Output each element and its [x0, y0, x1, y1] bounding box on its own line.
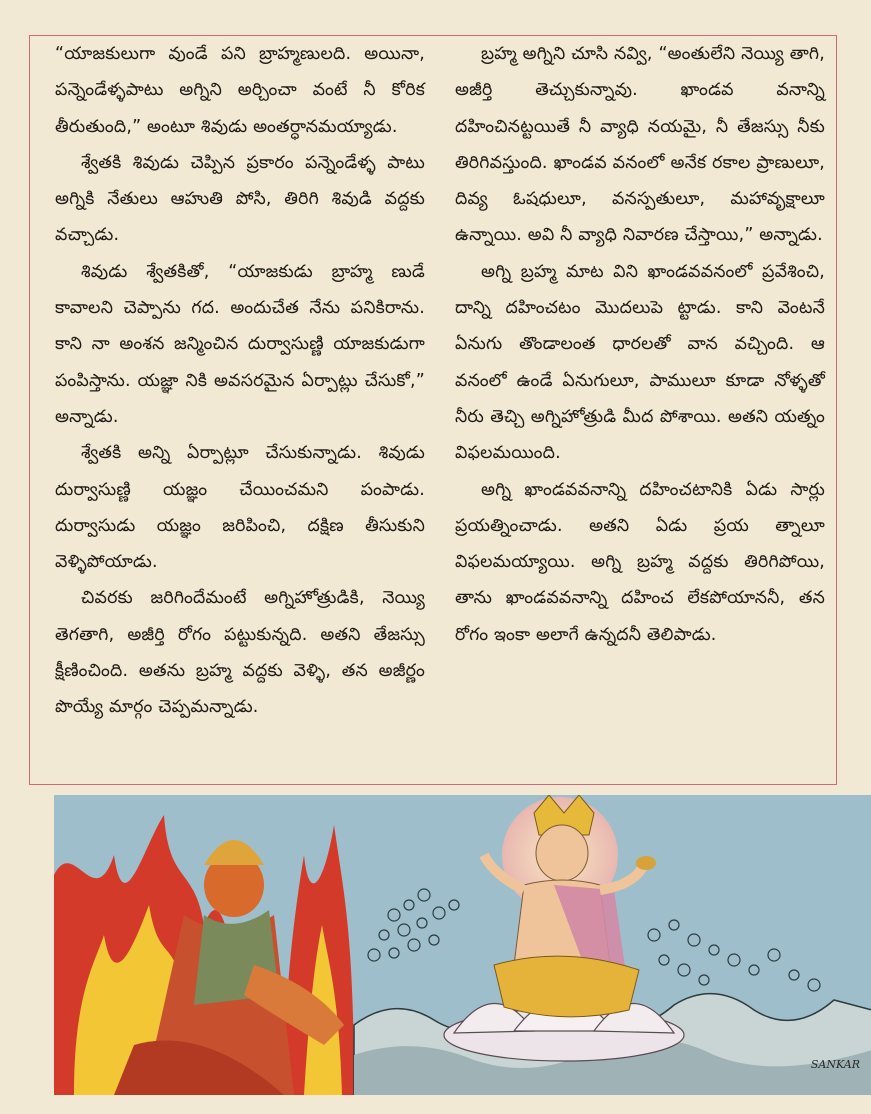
left-column-paragraph: శివుడు శ్వేతకితో, “యాజకుడు బ్రాహ్మ ణుడే కావాలని చెప్పాను గద. అందుచేత నేను పనికిరాను. కాని నా అంశన జన్మించిన దుర్వాసుణ్ణి యాజకుడుగా పంపిస్తాను. యజ్ఞా నికి అవసరమైన ఏర్పాట్లు చేసుకో,” అన్నాడు. [55, 261, 425, 427]
right-text-column [455, 36, 825, 653]
left-column-paragraph: శ్వేతకి అన్ని ఏర్పాట్లూ చేసుకున్నాడు. శివుడు దుర్వాసుణ్ణి యజ్ఞం చేయించమని పంపాడు. దుర్వాసుడు యజ్ఞం జరిపించి, దక్షిణ తీసుకుని వెళ్ళిపోయాడు. [55, 443, 425, 573]
left-text-column [55, 36, 425, 726]
left-column-paragraph: శ్వేతకి శివుడు చెప్పిన ప్రకారం పన్నెండేళ్ళ పాటు అగ్నికి నేతులు ఆహుతి పోసి, తిరిగి శివుడి వద్దకు వచ్చాడు. [55, 152, 425, 246]
right-column-paragraph: అగ్ని ఖాండవవనాన్ని దహించటానికి ఏడు సార్లు ప్రయత్నించాడు. అతని ఏడు ప్రయ త్నాలూ విఫలమయ్యాయి. అగ్ని బ్రహ్మ వద్దకు తిరిగిపోయి, తాను ఖాండవవనాన్ని దహించ లేకపోయాననీ, తన రోగం ఇంకా అలాగే ఉన్నదనీ తెలిపాడు. [455, 479, 825, 645]
illustration-svg [54, 795, 871, 1095]
story-illustration [54, 795, 871, 1095]
right-column-paragraph: అగ్ని బ్రహ్మ మాట విని ఖాండవవనంలో ప్రవేశించి, దాన్ని దహించటం మొదలుపె ట్టాడు. కాని వెంటనే ఏనుగు తొండాలంత ధారలతో వాన వచ్చింది. ఆ వనంలో ఉండే ఏనుగులూ, పాములూ కూడా నోళ్ళతో నీరు తెచ్చి అగ్నిహోత్రుడి మీద పోశాయి. అతని యత్నం విఫలమయింది. [455, 261, 825, 464]
right-column-paragraph: బ్రహ్మ అగ్నిని చూసి నవ్వి, “అంతులేని నెయ్యి తాగి, అజీర్తి తెచ్చుకున్నావు. ఖాండవ వనాన్ని దహించినట్టయితే నీ వ్యాధి నయమై, నీ తేజస్సు నీకు తిరిగివస్తుంది. ఖాండవ వనంలో అనేక రకాల ప్రాణులూ, దివ్య ఓషధులూ, వనస్పతులూ, మహావృక్షాలూ ఉన్నాయి. అవి నీ వ్యాధి నివారణ చేస్తాయి,” అన్నాడు. [455, 44, 825, 246]
left-column-paragraph: “యాజకులుగా వుండే పని బ్రాహ్మణులది. అయినా, పన్నెండేళ్ళపాటు అగ్నిని అర్చించా వంటే నీ కోరిక తీరుతుంది,” అంటూ శివుడు అంతర్ధానమయ్యాడు. [55, 44, 425, 137]
artist-signature: SANKAR [810, 1058, 860, 1071]
left-column-paragraph: చివరకు జరిగిందేమంటే అగ్నిహోత్రుడికి, నెయ్యి తెగతాగి, అజీర్తి రోగం పట్టుకున్నది. అతని తేజస్సు క్షీణించింది. అతను బ్రహ్మ వద్దకు వెళ్ళి, తన అజీర్ణం పొయ్యే మార్గం చెప్పమన్నాడు. [55, 588, 425, 718]
